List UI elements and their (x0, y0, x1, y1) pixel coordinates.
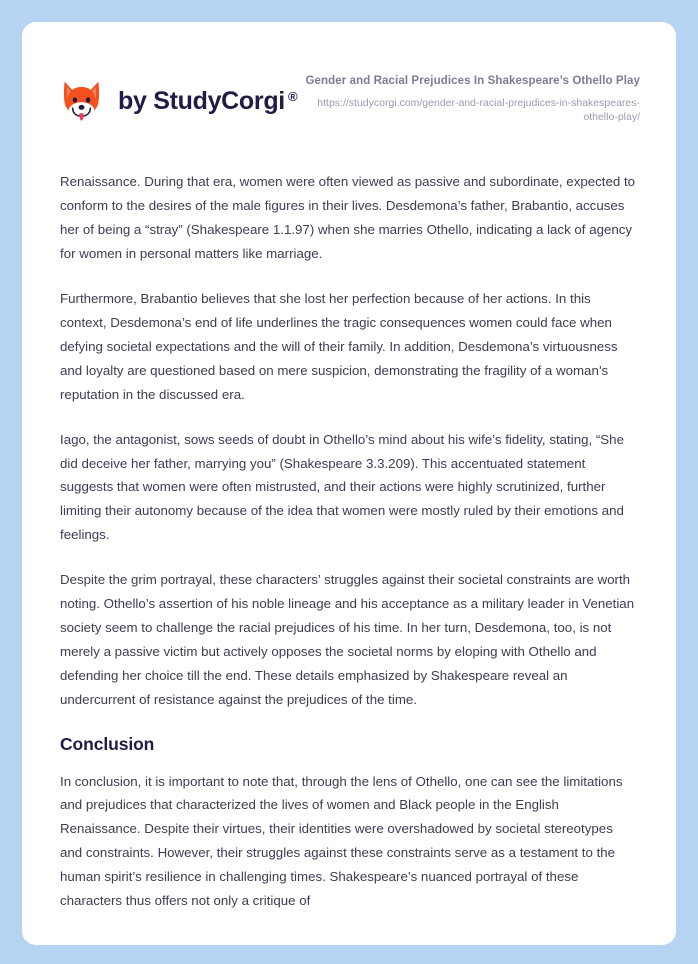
document-header (22, 22, 676, 125)
body-paragraph: Furthermore, Brabantio believes that she lost her perfection because of her actions. In this context, Desdemona’s end of life underlines the tragic consequences women could face when defying societal expectations and the will of their family. In addition, Desdemona’s virtuousness and loyalty are questioned based on mere suspicion, demonstrating the fragility of a woman’s reputation in the discussed era. (60, 291, 618, 402)
document-page-sheet (22, 22, 676, 945)
document-body (22, 170, 676, 913)
brand-wordmark-text: by StudyCorgi (118, 87, 285, 115)
body-paragraph: Iago, the antagonist, sows seeds of doubt in Othello’s mind about his wife’s fidelity, stating, “She did deceive her father, marrying you” (Shakespeare 3.3.209). This accentuated statement suggests that women were often mistrusted, and their actions were highly scrutinized, further limiting their autonomy because of the idea that women were mostly ruled by their emotions and feelings. (60, 431, 624, 543)
document-meta (300, 72, 640, 125)
source-url: https://studycorgi.com/gender-and-racial-prejudices-in-shakespeares-othello-play/ (317, 96, 640, 124)
body-paragraph: In conclusion, it is important to note that, through the lens of Othello, one can see the limitations and prejudices that characterized the lives of women and Black people in the English Renaissance. Despite their virtues, their identities were overshadowed by societal stereotypes and constraints. However, their struggles against these constraints serve as a testament to the human spirit’s resilience in challenging times. Shakespeare’s nuanced portrayal of these characters thus offers not only a critique of (60, 773, 623, 909)
studycorgi-brand (58, 72, 297, 125)
section-heading: Conclusion (60, 733, 155, 754)
corgi-head-icon (58, 78, 105, 125)
brand-wordmark (118, 89, 297, 114)
body-paragraph: Despite the grim portrayal, these characters’ struggles against their societal constraints are worth noting. Othello’s assertion of his noble lineage and his acceptance as a military leader in Venetian society seem to challenge the racial prejudices of his time. In her turn, Desdemona, too, is not merely a passive victim but actively opposes the societal norms by eloping with Othello and defending her choice till the end. These details emphasized by Shakespeare reveal an undercurrent of resistance against the prejudices of the time. (60, 572, 635, 707)
body-paragraph: Renaissance. During that era, women were often viewed as passive and subordinate, expected to conform to the desires of the male figures in their lives. Desdemona’s father, Brabantio, accuses her of being a “stray” (Shakespeare 1.1.97) when she marries Othello, indicating a lack of agency for women in personal matters like marriage. (60, 174, 636, 262)
page-title: Gender and Racial Prejudices In Shakespeare’s Othello Play (305, 75, 640, 87)
registered-trademark-icon: ® (287, 89, 298, 104)
